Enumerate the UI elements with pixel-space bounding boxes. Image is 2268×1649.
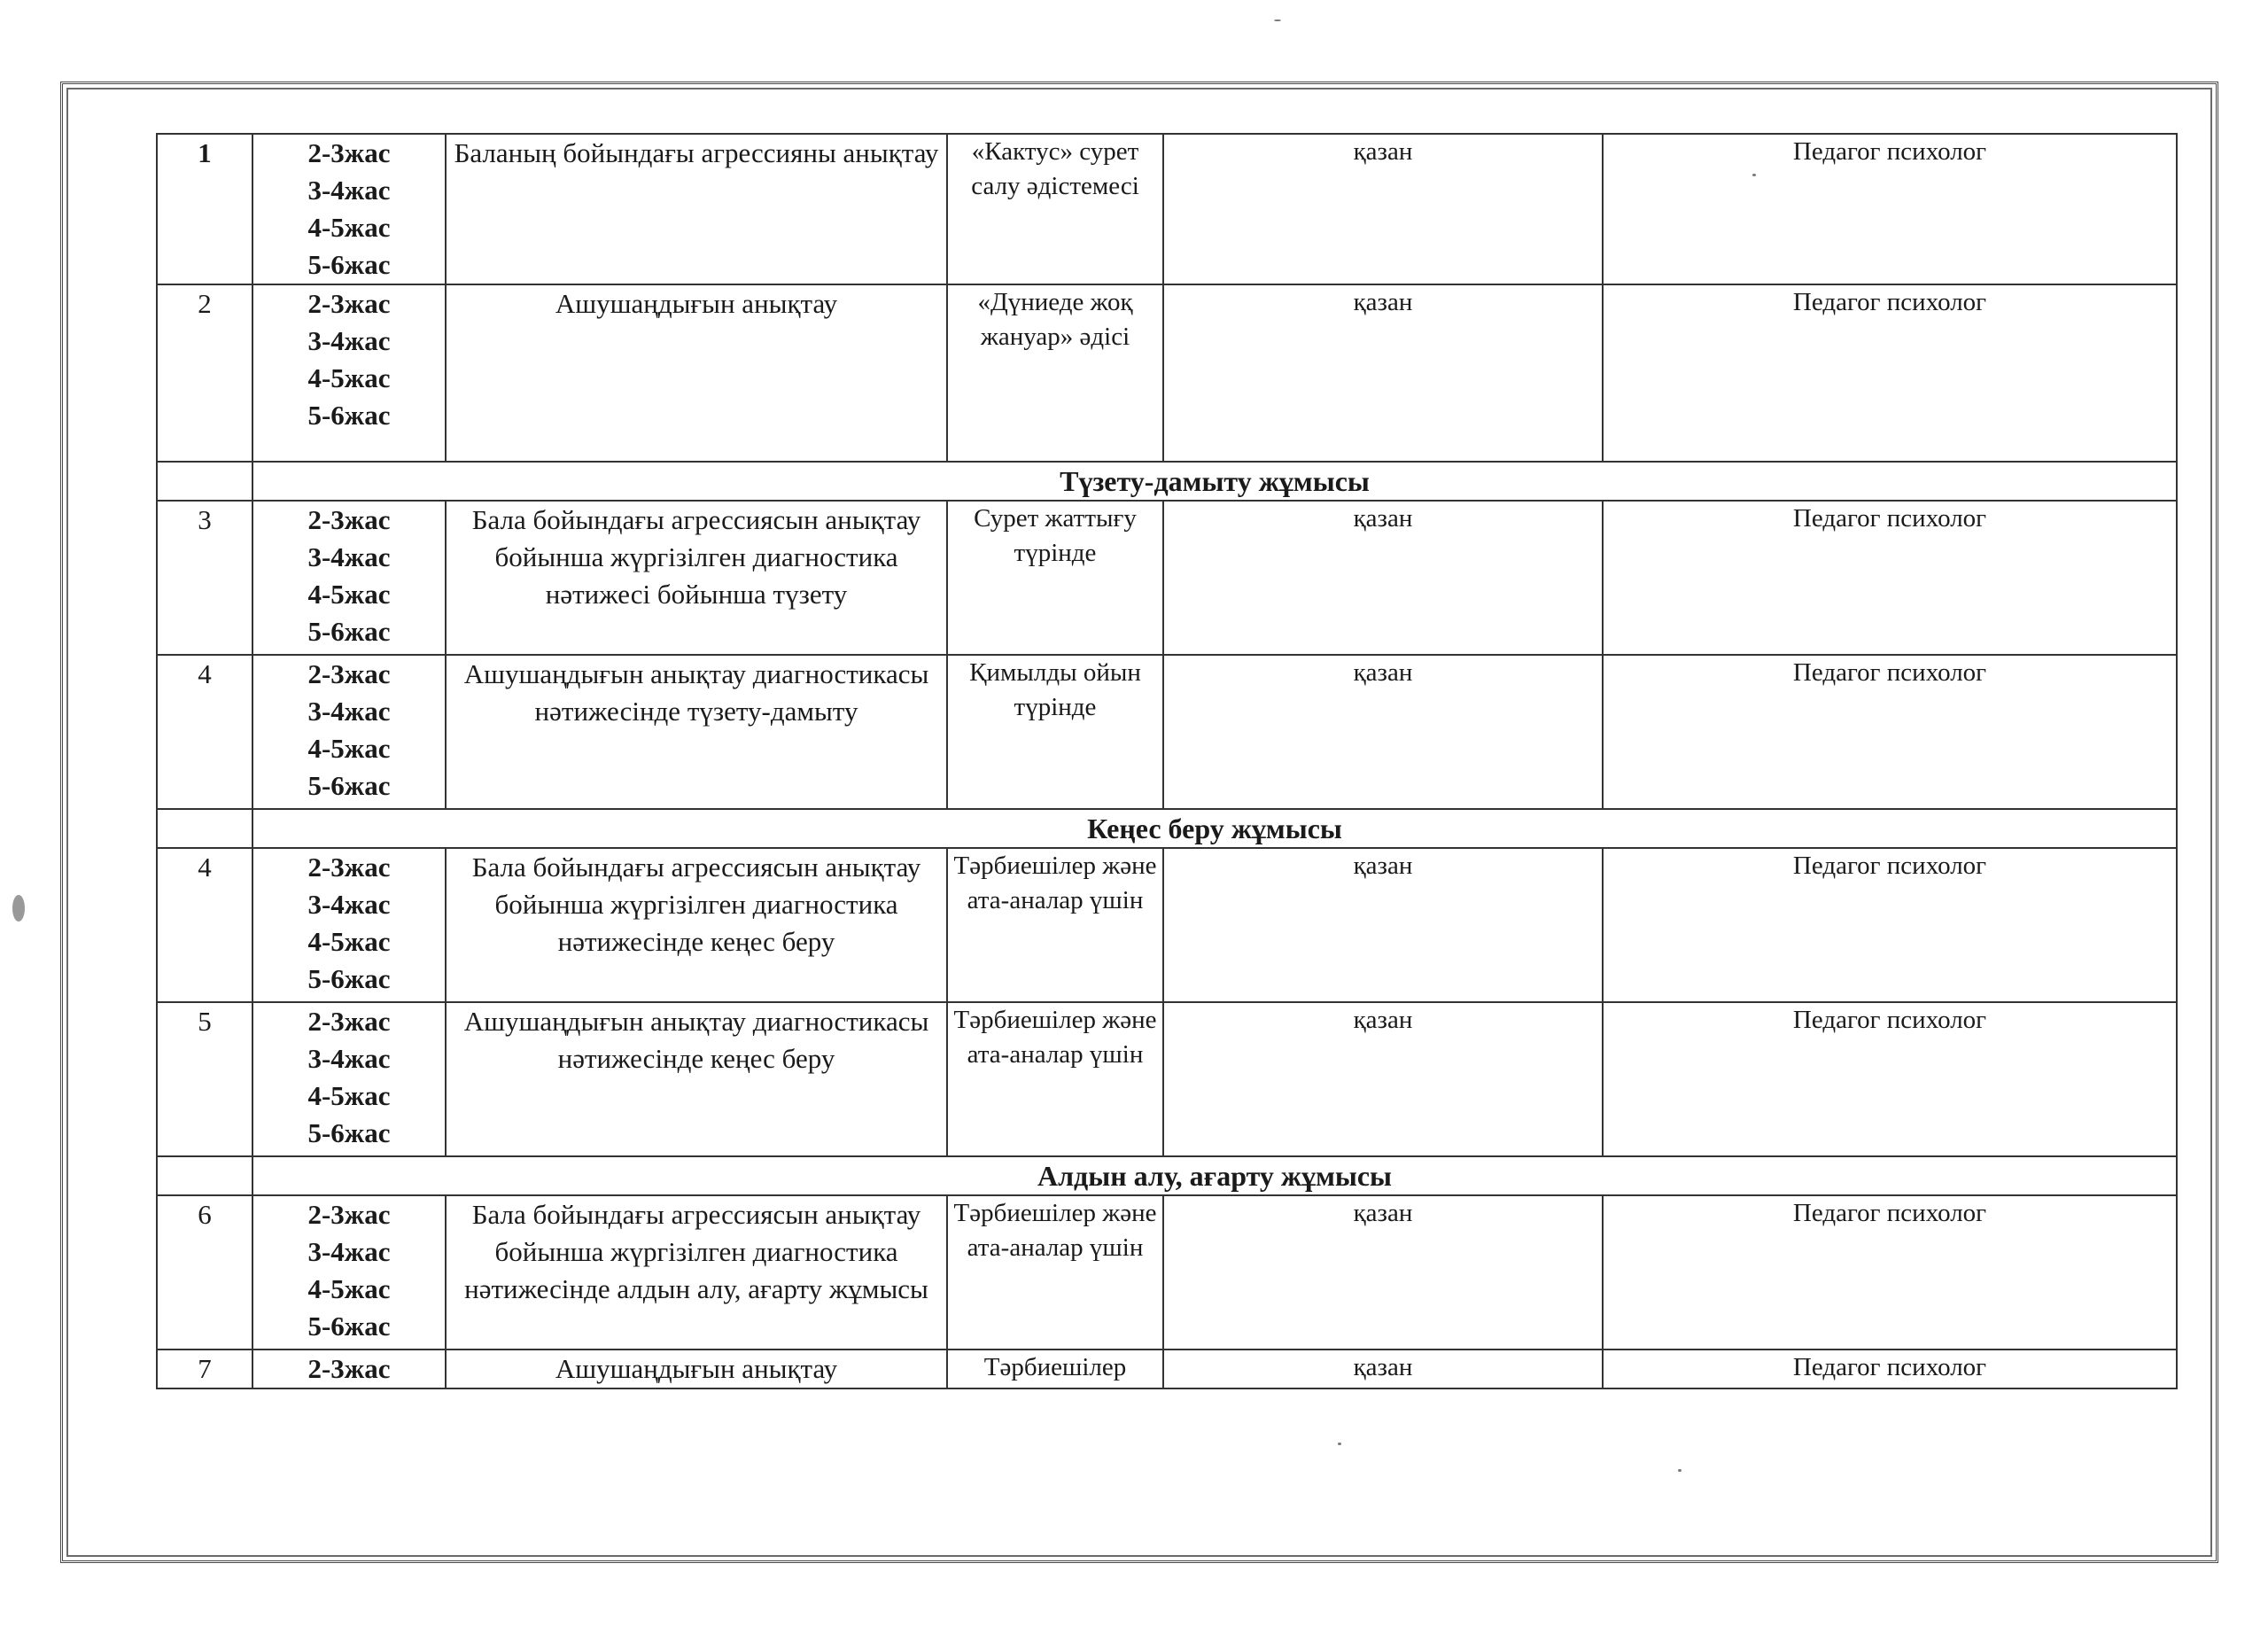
row-number: 5 <box>157 1002 252 1156</box>
method-cell: Тәрбиешілер және ата-аналар үшін <box>947 848 1163 1002</box>
row-number: 4 <box>157 655 252 809</box>
age-group: 5-6жас <box>307 1311 391 1342</box>
table-row <box>157 501 2177 655</box>
age-group: 3-4жас <box>307 325 391 356</box>
age-groups <box>252 1350 446 1388</box>
age-groups <box>252 1002 446 1156</box>
row-number: 3 <box>157 501 252 655</box>
row-number: 7 <box>157 1350 252 1388</box>
age-group: 2-3жас <box>307 1199 391 1230</box>
age-group: 4-5жас <box>307 579 391 610</box>
time-cell: қазан <box>1163 134 1603 284</box>
time-cell: қазан <box>1163 501 1603 655</box>
age-groups <box>252 848 446 1002</box>
activity-cell: Ашушаңдығын анықтау <box>446 284 947 462</box>
age-group: 3-4жас <box>307 541 391 572</box>
table-row <box>157 1350 2177 1388</box>
responsible-cell: Педагог психолог <box>1603 284 2177 462</box>
age-group: 4-5жас <box>307 362 391 393</box>
activity-cell: Баланың бойындағы агрессияны анықтау <box>446 134 947 284</box>
section-title: Кеңес беру жұмысы <box>252 809 2177 848</box>
responsible-cell: Педагог психолог <box>1603 848 2177 1002</box>
age-group: 5-6жас <box>307 400 391 431</box>
row-number: 4 <box>157 848 252 1002</box>
time-cell: қазан <box>1163 1002 1603 1156</box>
scan-speck <box>1678 1469 1682 1472</box>
time-cell: қазан <box>1163 284 1603 462</box>
section-header-row <box>157 462 2177 501</box>
age-group: 5-6жас <box>307 616 391 647</box>
age-group: 2-3жас <box>307 137 391 168</box>
age-groups <box>252 284 446 462</box>
section-header-row <box>157 809 2177 848</box>
table-body <box>157 134 2177 1388</box>
work-plan-table <box>156 133 2178 1389</box>
age-group: 4-5жас <box>307 926 391 957</box>
table-row <box>157 134 2177 284</box>
age-groups <box>252 655 446 809</box>
age-group: 3-4жас <box>307 889 391 920</box>
age-group: 2-3жас <box>307 288 391 319</box>
age-group: 2-3жас <box>307 658 391 689</box>
responsible-cell: Педагог психолог <box>1603 1002 2177 1156</box>
age-group: 4-5жас <box>307 1080 391 1111</box>
age-group: 3-4жас <box>307 1236 391 1267</box>
responsible-cell: Педагог психолог <box>1603 501 2177 655</box>
activity-cell: Ашушаңдығын анықтау диагностикасы нәтижесінде кеңес беру <box>446 1002 947 1156</box>
section-num-cell <box>157 1156 252 1195</box>
section-num-cell <box>157 462 252 501</box>
age-group: 4-5жас <box>307 212 391 243</box>
scan-speck <box>1338 1443 1341 1445</box>
row-number: 1 <box>157 134 252 284</box>
activity-cell: Бала бойындағы агрессиясын анықтау бойынша жүргізілген диагностика нәтижесі бойынша түзету <box>446 501 947 655</box>
age-group: 2-3жас <box>307 1006 391 1037</box>
table-row <box>157 655 2177 809</box>
method-cell: Тәрбиешілер <box>947 1350 1163 1388</box>
table-row <box>157 848 2177 1002</box>
method-cell: Тәрбиешілер және ата-аналар үшін <box>947 1195 1163 1350</box>
method-cell: Сурет жаттығу түрінде <box>947 501 1163 655</box>
section-title: Алдын алу, ағарту жұмысы <box>252 1156 2177 1195</box>
responsible-cell: Педагог психолог <box>1603 1195 2177 1350</box>
age-group: 5-6жас <box>307 770 391 801</box>
age-groups <box>252 134 446 284</box>
section-header-row <box>157 1156 2177 1195</box>
scan-speck <box>12 895 25 922</box>
method-cell: Қимылды ойын түрінде <box>947 655 1163 809</box>
age-groups <box>252 1195 446 1350</box>
section-num-cell <box>157 809 252 848</box>
row-number: 2 <box>157 284 252 462</box>
table-row <box>157 284 2177 462</box>
method-cell: «Кактус» сурет салу әдістемесі <box>947 134 1163 284</box>
age-group: 4-5жас <box>307 1273 391 1304</box>
scan-speck <box>1274 19 1281 21</box>
table-row <box>157 1195 2177 1350</box>
time-cell: қазан <box>1163 655 1603 809</box>
time-cell: қазан <box>1163 1350 1603 1388</box>
age-group: 3-4жас <box>307 696 391 727</box>
activity-cell: Бала бойындағы агрессиясын анықтау бойынша жүргізілген диагностика нәтижесінде кеңес беру <box>446 848 947 1002</box>
responsible-cell: Педагог психолог <box>1603 1350 2177 1388</box>
responsible-cell: Педагог психолог <box>1603 134 2177 284</box>
table-row <box>157 1002 2177 1156</box>
age-group: 5-6жас <box>307 1117 391 1148</box>
activity-cell: Ашушаңдығын анықтау диагностикасы нәтижесінде түзету-дамыту <box>446 655 947 809</box>
age-group: 4-5жас <box>307 733 391 764</box>
time-cell: қазан <box>1163 1195 1603 1350</box>
method-cell: «Дүниеде жоқ жануар» әдісі <box>947 284 1163 462</box>
age-group: 5-6жас <box>307 249 391 280</box>
method-cell: Тәрбиешілер және ата-аналар үшін <box>947 1002 1163 1156</box>
activity-cell: Бала бойындағы агрессиясын анықтау бойынша жүргізілген диагностика нәтижесінде алдын алу, ағарту жұмысы <box>446 1195 947 1350</box>
age-groups <box>252 501 446 655</box>
age-group: 2-3жас <box>307 852 391 883</box>
time-cell: қазан <box>1163 848 1603 1002</box>
age-group: 5-6жас <box>307 963 391 994</box>
age-group: 2-3жас <box>307 1353 391 1384</box>
row-number: 6 <box>157 1195 252 1350</box>
responsible-cell: Педагог психолог <box>1603 655 2177 809</box>
activity-cell: Ашушаңдығын анықтау <box>446 1350 947 1388</box>
age-group: 3-4жас <box>307 1043 391 1074</box>
section-title: Түзету-дамыту жұмысы <box>252 462 2177 501</box>
age-group: 2-3жас <box>307 504 391 535</box>
age-group: 3-4жас <box>307 175 391 206</box>
